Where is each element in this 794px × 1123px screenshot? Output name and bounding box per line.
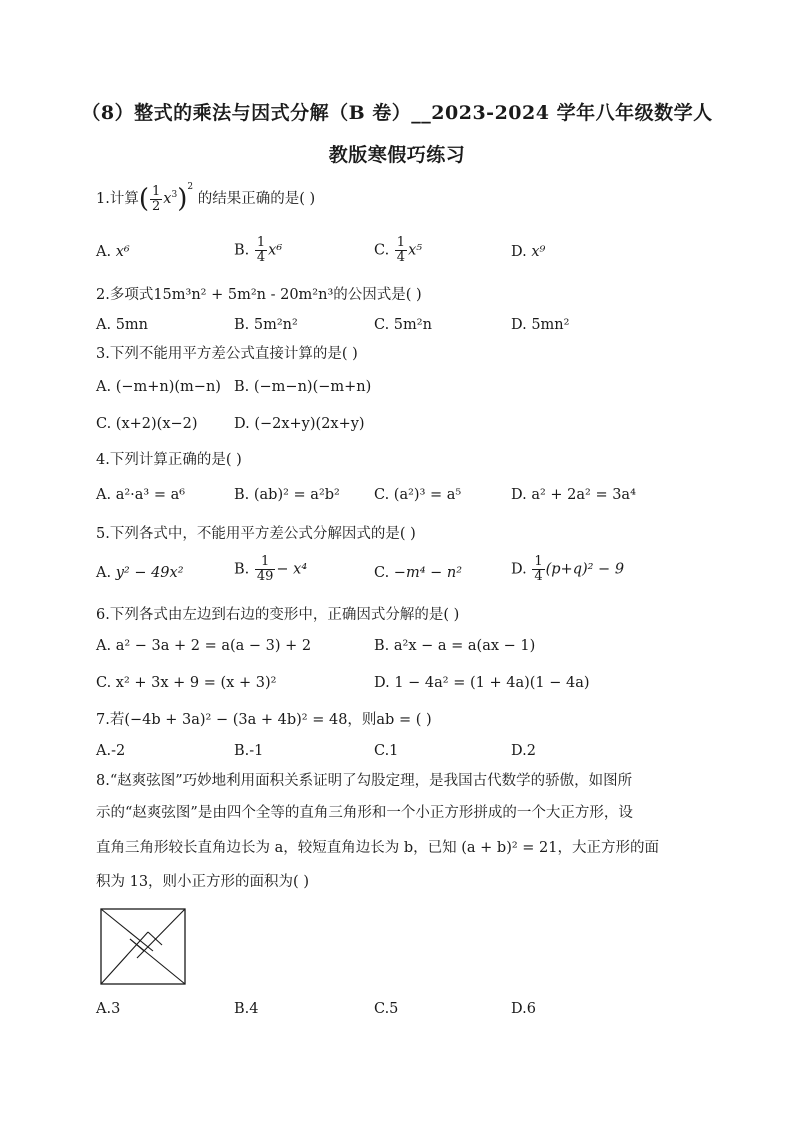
q8-option-d[interactable]: D.6: [511, 1001, 536, 1017]
question-3-stem: 3.下列不能用平方差公式直接计算的是( ): [96, 346, 358, 362]
q5-option-a[interactable]: A. y² − 49x²: [96, 565, 184, 581]
page-title-line2: 教版寒假巧练习: [328, 144, 466, 166]
q4-option-b[interactable]: B. (ab)² = a²b²: [234, 487, 340, 503]
q7-option-a[interactable]: A.-2: [96, 743, 126, 759]
q5-option-c[interactable]: C. −m⁴ − n²: [374, 565, 463, 581]
q8-option-b[interactable]: B.4: [234, 1001, 259, 1017]
q3-option-b[interactable]: B. (−m−n)(−m+n): [234, 379, 372, 395]
q2-option-d[interactable]: D. 5mn²: [511, 317, 570, 333]
question-8-line-2: 示的“赵爽弦图”是由四个全等的直角三角形和一个小正方形拼成的一个大正方形，设: [96, 805, 633, 821]
q7-option-c[interactable]: C.1: [374, 743, 399, 759]
q7-option-b[interactable]: B.-1: [234, 743, 264, 759]
q2-option-b[interactable]: B. 5m²n²: [234, 317, 298, 333]
page-title: （8）整式的乘法与因式分解（B 卷）__2023-2024 学年八年级数学人: [81, 102, 713, 124]
q4-option-a[interactable]: A. a²·a³ = a⁶: [96, 487, 186, 503]
q6-option-c[interactable]: C. x² + 3x + 9 = (x + 3)²: [96, 675, 277, 691]
question-1-suffix: 的结果正确的是( ): [197, 191, 316, 207]
q5-option-d[interactable]: D. $\frac{1}{4}$ (p+q)² − 9: [511, 554, 625, 584]
q3-option-c[interactable]: C. (x+2)(x−2): [96, 416, 198, 432]
q6-option-d[interactable]: D. 1 − 4a² = (1 + 4a)(1 − 4a): [374, 675, 590, 691]
question-7-stem: 7.若(−4b + 3a)² − (3a + 4b)² = 48，则ab = ( ): [96, 712, 432, 728]
q6-option-a[interactable]: A. a² − 3a + 2 = a(a − 3) + 2: [96, 638, 312, 654]
q1-option-b[interactable]: B. $\frac{1}{4}$ x⁶: [234, 235, 283, 265]
q3-option-a[interactable]: A. (−m+n)(m−n): [96, 379, 221, 395]
q6-option-b[interactable]: B. a²x − a = a(ax − 1): [374, 638, 536, 654]
question-4-stem: 4.下列计算正确的是( ): [96, 452, 242, 468]
q2-option-a[interactable]: A. 5mn: [96, 317, 149, 333]
zhao-shuang-diagram: [100, 908, 190, 986]
q4-option-c[interactable]: C. (a²)³ = a⁵: [374, 487, 462, 503]
q5-option-b[interactable]: B. $\frac{1}{49}$ − x⁴: [234, 554, 308, 584]
q7-option-d[interactable]: D.2: [511, 743, 536, 759]
q2-option-c[interactable]: C. 5m²n: [374, 317, 432, 333]
q3-option-d[interactable]: D. (−2x+y)(2x+y): [234, 416, 365, 432]
question-1-prefix: 1.计算: [96, 191, 139, 207]
q4-option-d[interactable]: D. a² + 2a² = 3a⁴: [511, 487, 636, 503]
question-1-stem: 1.计算( $\frac{1}{2}$ $x^3)^2$ 的结果正确的是( ): [96, 182, 316, 214]
question-5-stem: 5.下列各式中，不能用平方差公式分解因式的是( ): [96, 526, 416, 542]
q8-option-a[interactable]: A.3: [96, 1001, 121, 1017]
question-2-stem: 2.多项式15m³n² + 5m²n - 20m²n³的公因式是( ): [96, 287, 422, 303]
q1-option-a[interactable]: A. x⁶: [96, 244, 130, 260]
q1-option-d[interactable]: D. x⁹: [511, 244, 546, 260]
fraction: $\frac{1}{2}$: [152, 183, 161, 214]
question-8-line-1: 8.“赵爽弦图”巧妙地利用面积关系证明了勾股定理，是我国古代数学的骄傲，如图所: [96, 773, 633, 789]
question-6-stem: 6.下列各式由左边到右边的变形中，正确因式分解的是( ): [96, 607, 460, 623]
q1-option-c[interactable]: C. $\frac{1}{4}$ x⁵: [374, 235, 423, 265]
question-8-line-3: 直角三角形较长直角边长为 a，较短直角边长为 b，已知 (a + b)² = 21，大正方形的面: [96, 840, 659, 856]
question-8-line-4: 积为 13，则小正方形的面积为( ): [96, 874, 309, 890]
q8-option-c[interactable]: C.5: [374, 1001, 399, 1017]
